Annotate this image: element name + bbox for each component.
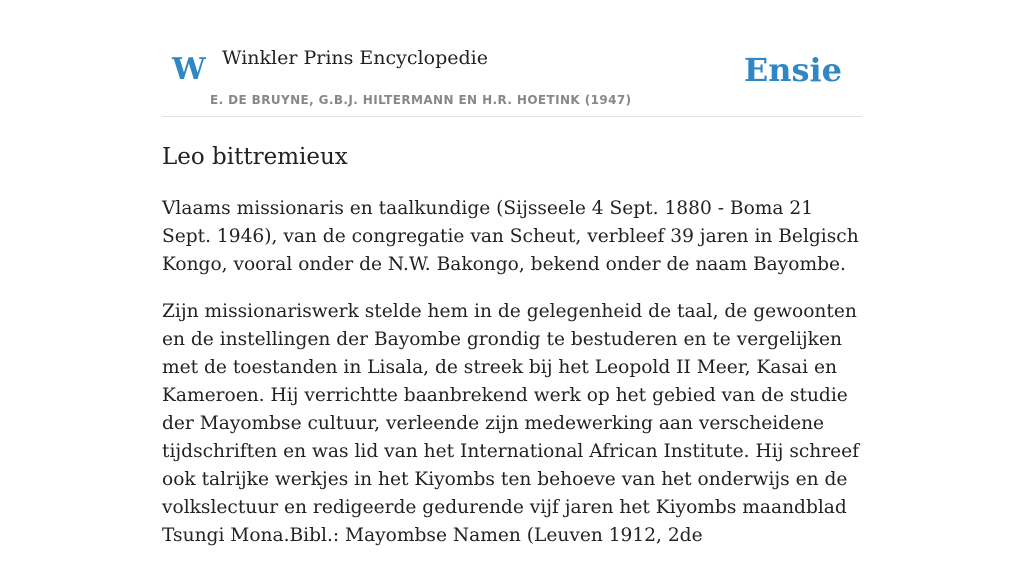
article-paragraph: Vlaams missionaris en taalkundige (Sijsseele 4 Sept. 1880 - Boma 21 Sept. 1946), van de congregatie van Scheut, verbleef 39 jaren in Belgisch Kongo, vooral onder de N.W. Bakongo, bekend onder de naam Bayombe.: [162, 198, 859, 275]
authors-line: E. DE BRUYNE, G.B.J. HILTERMANN EN H.R. HOETINK (1947): [210, 93, 632, 107]
article-title: Leo bittremieux: [162, 144, 348, 170]
w-logo-icon[interactable]: W: [172, 52, 206, 87]
publication-title[interactable]: Winkler Prins Encyclopedie: [222, 47, 488, 69]
ensie-brand-logo[interactable]: Ensie: [743, 51, 842, 89]
site-header: [162, 0, 862, 117]
page-container: [162, 0, 862, 569]
article-paragraph: Zijn missionariswerk stelde hem in de gelegenheid de taal, de gewoonten en de instellingen der Bayombe grondig te bestuderen en te vergelijken met de toestanden in Lisala, de streek bij het Leopold II Meer, Kasai en Kameroen. Hij verrichtte baanbrekend werk op het gebied van de studie der Mayombse cultuur, verleende zijn medewerking aan verscheidene tijdschriften en was lid van het International African Institute. Hij schreef ook talrijke werkjes in het Kiyombs ten behoeve van het onderwijs en de volkslectuur en redigeerde gedurende vijf jaren het Kiyombs maandblad Tsungi Mona.Bibl.: Mayombse Namen (Leuven 1912, 2de: [162, 301, 860, 546]
article-body: [162, 195, 862, 550]
